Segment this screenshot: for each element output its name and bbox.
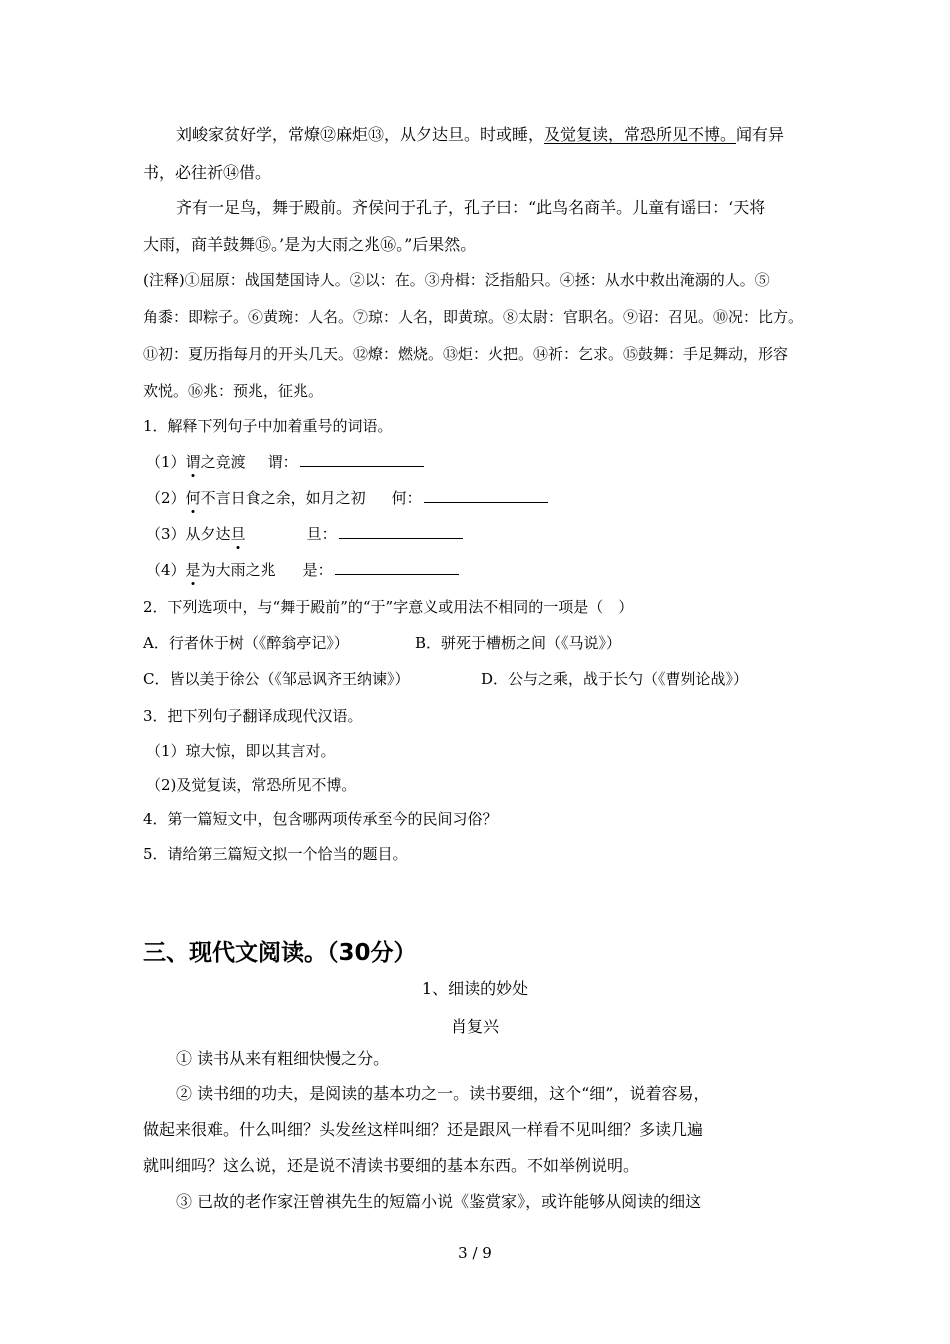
question-5-stem: 5．请给第三篇短文拟一个恰当的题目。: [143, 845, 408, 863]
option-c: C．皆以美于徐公（《邹忌讽齐王纳谏》）: [143, 670, 410, 688]
passage2-text-end: 闻有异: [736, 125, 785, 144]
option-d: D．公与之乘，战于长勺（《曹刿论战》）: [481, 670, 749, 688]
option-b: B．骈死于槽枥之间（《马说》）: [415, 634, 622, 652]
page-number: 3 / 9: [458, 1244, 492, 1262]
question-3-item-1: （1）琼大惊，即以其言对。: [146, 742, 336, 760]
answer-blank[interactable]: [300, 452, 424, 467]
notes-line1: (注释)①屈原：战国楚国诗人。②以：在。③舟楫：泛指船只。④拯：从水中救出淹溺的人。⑤: [143, 271, 770, 289]
notes-line3: ⑪初：夏历指每月的开头几天。⑫燎：燃烧。⑬炬：火把。⑭祈：乞求。⑮鼓舞：手足舞动，形容: [143, 345, 789, 363]
question-1-item-3: （3）从夕达旦 旦：: [146, 523, 463, 544]
emphasis-dot-char: 旦: [230, 525, 246, 543]
paragraph-2-line2: 做起来很难。什么叫细？头发丝这样叫细？还是跟风一样看不见叫细？多读几遍: [143, 1120, 704, 1139]
paragraph-2-line1: ② 读书细的功夫，是阅读的基本功之一。读书要细，这个“细”，说着容易，: [176, 1084, 710, 1103]
paragraph-3-line1: ③ 已故的老作家汪曾祺先生的短篇小说《鉴赏家》，或许能够从阅读的细这: [176, 1192, 702, 1211]
passage3-line2: 大雨，商羊鼓舞⑮。’是为大雨之兆⑯。”后果然。: [143, 235, 477, 254]
answer-blank[interactable]: [335, 560, 459, 575]
question-1-item-2: （2）何不言日食之余，如月之初 何：: [146, 487, 548, 508]
question-3-stem: 3．把下列句子翻译成现代汉语。: [143, 707, 363, 725]
passage2-text: 刘峻家贫好学，常燎⑫麻炬⑬，从夕达旦。时或睡，: [176, 125, 545, 144]
emphasis-dot-char: 是: [185, 561, 201, 579]
notes-line4: 欢悦。⑯兆：预兆，征兆。: [143, 382, 324, 400]
article-title: 1、细读的妙处: [421, 979, 529, 998]
question-1-item-1: （1）谓之竞渡 谓：: [146, 451, 424, 472]
article-author: 肖复兴: [450, 1017, 499, 1036]
answer-blank[interactable]: [339, 524, 463, 539]
paragraph-1: ① 读书从来有粗细快慢之分。: [176, 1049, 390, 1068]
question-4-stem: 4．第一篇短文中，包含哪两项传承至今的民间习俗？: [143, 810, 498, 828]
emphasis-dot-char: 谓: [185, 453, 201, 471]
notes-line2: 角黍：即粽子。⑥黄琬：人名。⑦琼：人名，即黄琼。⑧太尉：官职名。⑨诏：召见。⑩况：比方。: [143, 308, 804, 326]
section-heading: 三、现代文阅读。（30分）: [143, 940, 417, 966]
passage2-line1: [176, 122, 784, 145]
emphasis-dot-char: 何: [185, 489, 201, 507]
question-2-stem: 2．下列选项中，与“舞于殿前”的“于”字意义或用法不相同的一项是（ ）: [143, 598, 634, 616]
option-a: A．行者休于树（《醉翁亭记》）: [143, 634, 349, 652]
answer-blank[interactable]: [424, 488, 548, 503]
paragraph-2-line3: 就叫细吗？这么说，还是说不清读书要细的基本东西。不如举例说明。: [143, 1156, 640, 1175]
question-1-item-4: （4）是为大雨之兆 是：: [146, 559, 459, 580]
question-1-stem: 1．解释下列句子中加着重号的词语。: [143, 417, 393, 435]
passage2-line2: 书，必往祈⑭借。: [143, 163, 272, 182]
question-3-item-2: （2)及觉复读，常恐所见不博。: [146, 776, 357, 794]
underlined-sentence: 及觉复读，常恐所见不博。: [544, 125, 737, 144]
passage3-line1: 齐有一足鸟，舞于殿前。齐侯问于孔子，孔子曰：“此鸟名商羊。儿童有谣曰：‘天将: [176, 198, 766, 217]
